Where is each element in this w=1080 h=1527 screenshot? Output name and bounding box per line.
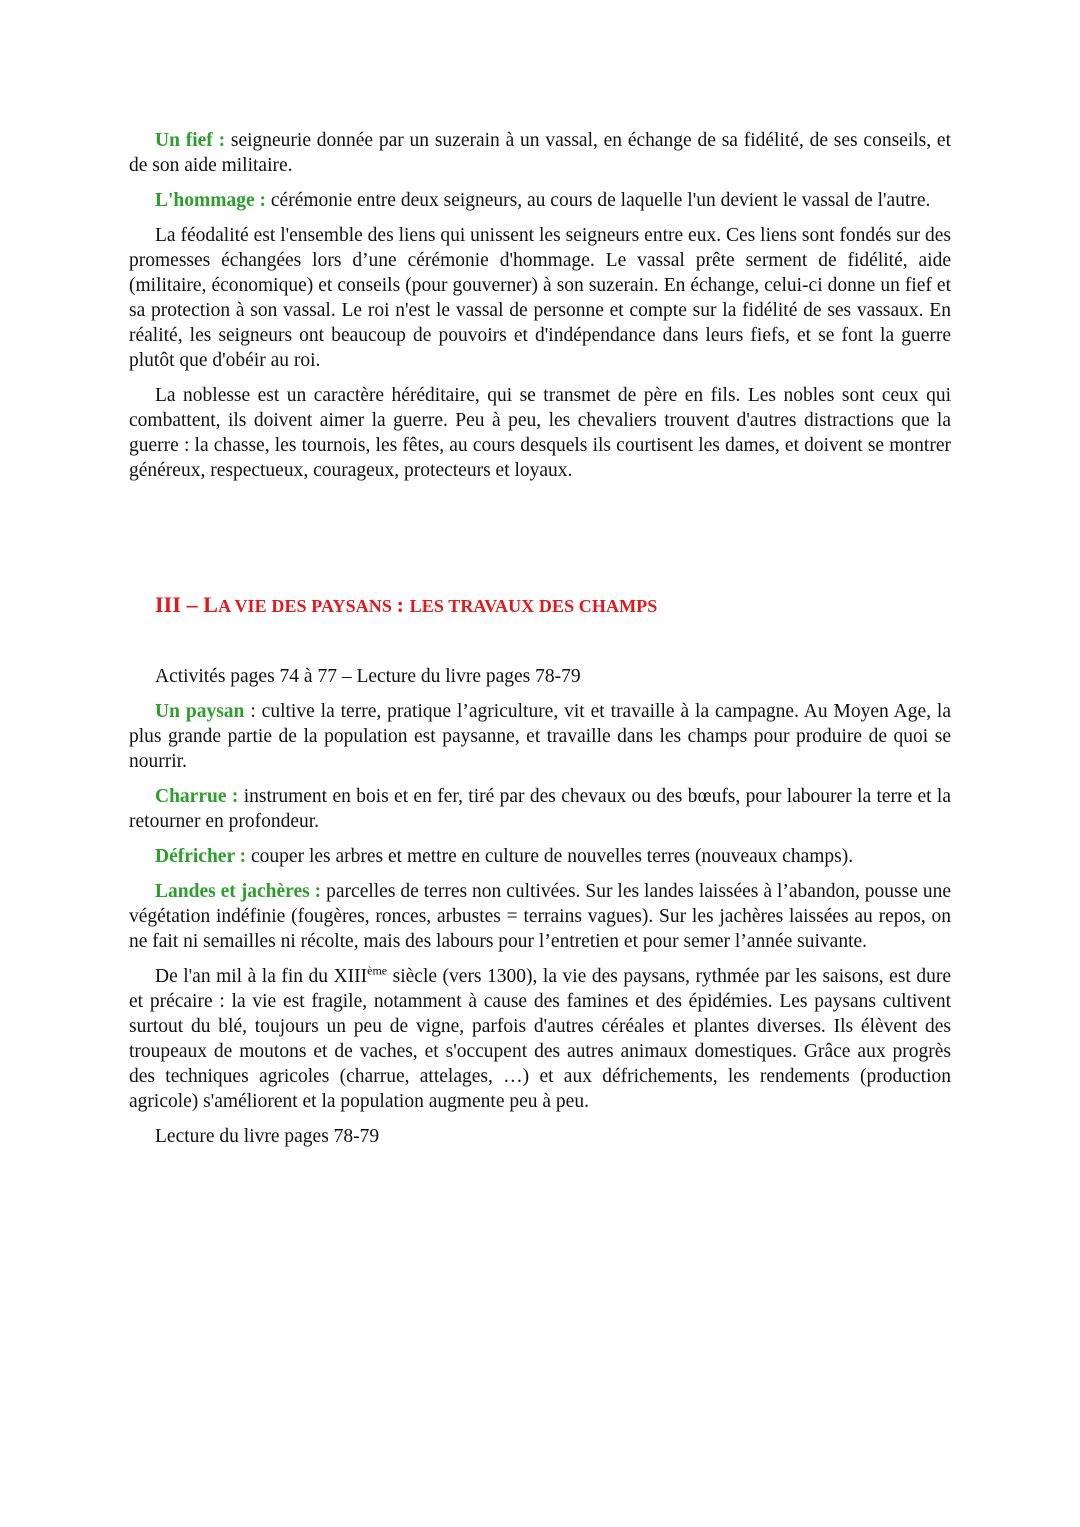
paragraph-activites: Activités pages 74 à 77 – Lecture du livre pages 78-79 [155, 666, 581, 687]
definition-fief-text: seigneurie donnée par un suzerain à un vassal, en échange de sa fidélité, de ses conseils, et de son aide militaire. [129, 130, 951, 176]
paragraph-lecture: Lecture du livre pages 78-79 [155, 1126, 380, 1147]
paragraph-vie-paysans [129, 964, 951, 1114]
vie-superscript: ème [367, 963, 388, 978]
definition-landes [129, 879, 951, 954]
definition-paysan-text: : cultive la terre, pratique l’agriculture, vit et travaille à la campagne. Au Moyen Age, la plus grande partie de la population est paysanne, et travaille dans les champs pour produire de quoi se nourrir. [129, 701, 951, 772]
definition-hommage [129, 188, 951, 213]
term-defricher: Défricher : [155, 846, 247, 867]
definition-defricher-text: couper les arbres et mettre en culture de nouvelles terres (nouveaux champs). [246, 846, 854, 867]
paragraph-feodalite: La féodalité est l'ensemble des liens qui unissent les seigneurs entre eux. Ces liens sont fondés sur des promesses échangées lors d’une cérémonie d'hommage. Le vassal prête serment de fidélité, aide (militaire, économique) et conseils (pour gouverner) à son suzerain. En échange, celui-ci donne un fief et sa protection à son vassal. Le roi n'est le vassal de personne et compte sur la fidélité de ses vassaux. En réalité, les seigneurs ont beaucoup de pouvoirs et d'indépendance dans leurs fiefs, et se font la guerre plutôt que d'obéir au roi. [129, 225, 951, 371]
section-heading [129, 591, 951, 620]
section-spacer [129, 493, 951, 591]
term-charrue: Charrue : [155, 786, 239, 807]
definition-hommage-text: cérémonie entre deux seigneurs, au cours de laquelle l'un devient le vassal de l'autre. [266, 190, 931, 211]
heading-part-a: A VIE DES PAYSANS [218, 596, 397, 616]
definition-defricher [129, 844, 951, 869]
heading-colon: : [396, 592, 410, 617]
definition-fief [129, 128, 951, 178]
term-fief: Un fief : [155, 130, 226, 151]
paragraph-noblesse: La noblesse est un caractère héréditaire, qui se transmet de père en fils. Les nobles sont ceux qui combattent, ils doivent aimer la guerre. Peu à peu, les chevaliers trouvent d'autres distractions que la guerre : la chasse, les tournois, les fêtes, au cours desquels ils courtisent les dames, et doivent se montrer généreux, respectueux, courageux, protecteurs et loyaux. [129, 385, 951, 481]
vie-after: siècle (vers 1300), la vie des paysans, rythmée par les saisons, est dure et précaire : la vie est fragile, notamment à cause des famines et des épidémies. Les paysans cultivent surtout du blé, toujours un peu de vigne, parfois d'autres céréales et plantes diverses. Ils élèvent des troupeaux de moutons et de vaches, et s'occupent des autres animaux domestiques. Grâce aux progrès des techniques agricoles (charrue, attelages, …) et aux défrichements, les rendements (production agricole) s'améliorent et la population augmente peu à peu. [129, 966, 952, 1112]
term-landes: Landes et jachères : [155, 881, 322, 902]
heading-part-b: LES TRAVAUX DES CHAMPS [409, 596, 658, 616]
document-page [129, 128, 951, 1159]
vie-before: De l'an mil à la fin du XIII [155, 966, 368, 987]
definition-paysan [129, 699, 951, 774]
heading-prefix: III – L [155, 592, 219, 617]
definition-charrue-text: instrument en bois et en fer, tiré par des chevaux ou des bœufs, pour labourer la terre et la retourner en profondeur. [129, 786, 951, 832]
definition-charrue [129, 784, 951, 834]
definition-landes-text: parcelles de terres non cultivées. Sur les landes laissées à l’abandon, pousse une végétation indéfinie (fougères, ronces, arbustes = terrains vagues). Sur les jachères laissées au repos, on ne fait ni semailles ni récolte, mais des labours pour l’entretien et pour semer l’année suivante. [129, 881, 951, 952]
term-hommage: L'hommage : [155, 190, 267, 211]
term-paysan: Un paysan [155, 701, 245, 722]
